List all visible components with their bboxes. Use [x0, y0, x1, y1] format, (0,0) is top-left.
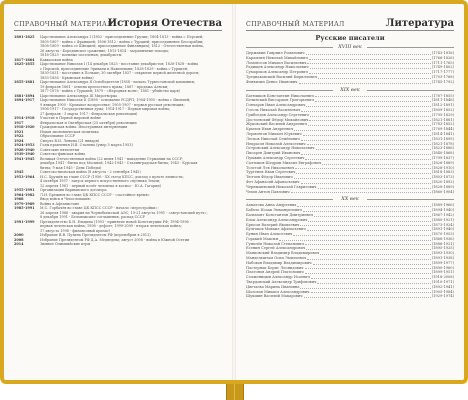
writer-years: (1711-1765): [431, 60, 454, 65]
writer-name: Чернышевский Николай Гаврилович: [246, 184, 317, 189]
event-text: Участие в Первой мировой войне: [40, 116, 101, 120]
writer-years: (1814-1841): [431, 131, 454, 136]
dot-leader: [313, 261, 431, 265]
century-label: XIX век: [333, 86, 367, 94]
event-text: Советские пятилетки: [40, 147, 80, 152]
event-text: 1830-1831 - восстание в Польше; 30 октября 1837 - открытие первой железной дороги;: [40, 71, 200, 75]
writer-name: Гумилёв Николай Степанович: [246, 241, 304, 246]
writer-years: (1899-1977): [431, 260, 454, 265]
dot-leader: [301, 180, 431, 184]
dot-leader: [303, 208, 431, 212]
dot-leader: [311, 290, 431, 294]
event-year: 1964-1982: [14, 192, 35, 197]
writer-name: Мандельштам Осип Эмильевич: [246, 256, 307, 261]
bookmark-ribbon: [226, 384, 244, 400]
dot-leader: [300, 223, 430, 227]
century-divider: [246, 43, 454, 51]
writer-years: (1899-1951): [431, 270, 454, 275]
writer-name: Некрасов Николай Алексеевич: [246, 141, 306, 146]
writer-years: (1795-1829): [431, 112, 454, 117]
event-text: 1906-1917 - Государственная дума; 1914-1917 - Первая мировая война;: [40, 107, 171, 111]
dot-leader: [320, 251, 431, 255]
dot-leader: [318, 75, 431, 79]
writer-name: Ломоносов Михаил Васильевич: [246, 60, 307, 65]
event-text: первая чеченская война; 1998 - дефолт; 1999-2009 - вторая чеченская война;: [40, 224, 182, 228]
event-year: 2014: [14, 242, 24, 246]
writer-name: Тредиаковский Василий Кириллович: [246, 74, 318, 79]
dot-leader: [305, 266, 431, 270]
event-text: Война в Афганистане: [40, 201, 80, 206]
writer-years: (1905-1984): [431, 289, 454, 294]
dot-leader: [301, 137, 431, 141]
writer-years: (1743-1816): [431, 51, 454, 55]
event-year: 1918-1920: [14, 125, 35, 129]
dot-leader: [306, 103, 430, 107]
event-year: 1955-1991: [14, 188, 35, 192]
event-text: 1808-1809 - война со Швецией, присоединение Финляндии); 1812 - Отечественная война,: [40, 44, 204, 48]
writer-years: (1809-1852): [431, 107, 454, 112]
writer-name: Пушкин Александр Сергеевич: [246, 155, 305, 160]
event-year: 1855-1881: [14, 80, 35, 84]
writer-name: Шолохов Михаил Александрович: [246, 289, 310, 294]
writers-section-title: Русские писатели: [315, 34, 385, 42]
writer-name: Набоков Владимир Владимирович: [246, 260, 312, 265]
event-year: 1825-1855: [14, 62, 35, 66]
event-text: Царствование Александра II Освободителя (1858 - начало Туркестанской кампании;: [40, 80, 196, 84]
writer-years: (1890-1960): [431, 265, 454, 270]
event-text: Смерть В.И. Ленина (21 января): [40, 138, 100, 143]
writer-years: (1787-1855): [431, 93, 454, 98]
event-text: Образование СССР: [40, 134, 75, 138]
event-text: с Персией, присоединение Эривани и Нахичевани; 1828-1829 - война с Турцией;: [40, 66, 189, 71]
left-page-header: [14, 12, 222, 31]
writer-name: Горький Максим: [246, 236, 279, 241]
writer-name: Брюсов Валерий Яковлевич: [246, 222, 300, 227]
dot-leader: [310, 65, 431, 69]
event-text: 26 апреля 1986 - авария на Чернобыльской АЭС; 19-21 августа 1991 - «августовский путч»;: [40, 210, 208, 215]
writer-years: (1891-1940): [431, 227, 454, 232]
dot-leader: [306, 246, 430, 250]
dot-leader: [294, 175, 431, 179]
dot-leader: [310, 113, 431, 117]
event-text: 1816-1825 - военные поселения, декабристы: [40, 53, 122, 57]
writer-years: (1918-2008): [431, 275, 454, 280]
writers-list: [246, 34, 454, 299]
writer-years: (1811-1848): [431, 98, 454, 103]
event-year: 1894-1917: [14, 98, 35, 102]
history-events-list: [14, 35, 222, 247]
dot-leader: [291, 190, 431, 194]
right-page-header: [246, 12, 454, 31]
writer-years: (1840-1868): [431, 151, 454, 156]
writer-years: (1892-1941): [431, 284, 454, 289]
event-text: 1853-1856 - Крымская война): [40, 75, 94, 80]
event-text: Ввод войск в Чехословакию: [40, 197, 91, 201]
event-text: Кавказская война: [40, 57, 73, 62]
writer-name: Маяковский Владимир Владимирович: [246, 251, 320, 256]
writer-years: (1860-1904): [431, 189, 454, 194]
writer-name: Шукшин Василий Макарович: [246, 294, 303, 299]
dot-leader: [305, 270, 431, 274]
event-text: Советско-японская война (8 августа - 2 сентября 1945): [40, 170, 141, 174]
writer-years: (1886-1921): [431, 241, 454, 246]
writer-name: Жуковский Василий Андреевич: [246, 122, 307, 127]
writer-name: Сумароков Александр Петрович: [246, 70, 308, 75]
writer-years: (1826-1889): [431, 160, 454, 165]
dot-leader: [293, 232, 430, 236]
event-text: битва; 9 мая 1945 - День Победы): [40, 165, 102, 170]
century-divider: [246, 195, 454, 203]
writer-years: (1893-1930): [431, 251, 454, 256]
event-text: 26 августа - Бородинское сражение; 1813-1814 - заграничные походы;: [40, 48, 169, 53]
event-text: Царствование Александра I (1802 - присоединение Грузии; 1804-1813 - война с Персией;: [40, 35, 204, 39]
event-year: 1953-1964: [14, 174, 35, 179]
writer-name: Островский Александр Николаевич: [246, 146, 315, 151]
writer-years: (1717-1777): [431, 70, 454, 75]
dot-leader: [296, 170, 430, 174]
writer-years: (1749-1802): [431, 65, 454, 70]
event-year: 1917: [14, 120, 24, 125]
writer-years: (1828-1910): [431, 165, 454, 170]
event-text: Великая Отечественная война (22 июня 1941 - нападение Германии на СССР;: [40, 156, 184, 161]
writer-name: Белинский Виссарион Григорьевич: [246, 98, 314, 103]
dot-leader: [305, 242, 431, 246]
event-text: Годы правления И.В. Сталина (умер 5 марта 1953): [40, 143, 133, 147]
dot-leader: [309, 70, 431, 74]
dot-leader: [307, 142, 431, 146]
dot-leader: [303, 132, 431, 136]
writer-name: Чехов Антон Павлович: [246, 189, 290, 194]
event-year: 1914-1918: [14, 116, 35, 120]
writer-name: Батюшков Константин Николаевич: [246, 93, 314, 98]
dot-leader: [305, 156, 430, 160]
writer-years: (1812-1891): [431, 103, 454, 108]
event-text: декабрь 1941 - битва под Москвой; 1942-1943 - Сталинградская битва; 1943 - Курская: [40, 161, 198, 165]
dot-leader: [299, 80, 431, 84]
dot-leader: [307, 227, 431, 231]
writer-name: Бабель Исаак Эммануилович: [246, 208, 302, 213]
writer-years: (1820-1892): [431, 179, 454, 184]
event-text: Царствование Александра III Миротворца: [40, 93, 118, 98]
event-year: 1945: [14, 170, 24, 174]
writer-name: Ахматова Анна Андреевна: [246, 203, 297, 208]
event-text: 1805-1807 - война с Францией; 1806-1812 - война с Турцией; присоединение Бессарабии;: [40, 39, 204, 44]
century-label: XX век: [333, 195, 367, 203]
century-label: XVIII век: [333, 43, 367, 51]
right-page: [236, 4, 464, 380]
event-text: Н.С. Хрущёв во главе СССР (1956 - XX съезд КПСС, доклад о культе личности;: [40, 174, 184, 179]
writer-name: Достоевский Фёдор Михайлович: [246, 117, 309, 122]
dot-leader: [311, 275, 431, 279]
writer-name: Твардовский Александр Трифонович: [246, 280, 317, 285]
event-year: 1924-1953: [14, 143, 35, 147]
century-divider: [246, 86, 454, 94]
event-text: Избрание Президентом РФ Д.А. Медведева; август 2008 - война в Южной Осетии: [40, 237, 190, 242]
event-text: М.С. Горбачёв во главе ЦК КПСС СССР - начало «перестройки»;: [40, 206, 159, 210]
writer-name: Крылов Иван Андреевич: [246, 127, 294, 132]
writer-name: Платонов Андрей Платонович: [246, 270, 304, 275]
writer-name: Цветаева Марина Ивановна: [246, 284, 300, 289]
event-year: 1881-1894: [14, 93, 35, 98]
writer-name: Бунин Иван Алексеевич: [246, 232, 293, 237]
writer-name: Грибоедов Александр Сергеевич: [246, 112, 309, 117]
section-label: СПРАВОЧНЫЙ МАТЕРИАЛ: [14, 21, 113, 28]
writer-years: (1894-1940): [431, 208, 454, 213]
dot-leader: [295, 166, 431, 170]
dot-leader: [297, 203, 430, 207]
event-text: Царствование Николая I (14 декабря 1825 - восстание декабристов; 1826-1828 - война: [40, 62, 199, 66]
event-year: 1928-1940: [14, 147, 35, 152]
writer-name: Гоголь Николай Васильевич: [246, 107, 301, 112]
event-text: Зимние Олимпийские игры: [40, 242, 91, 246]
page-title: История Отечества: [107, 18, 222, 29]
writer-years: (1783-1852): [431, 122, 454, 127]
event-text: Гражданская война. Иностранная интервенция: [40, 125, 128, 129]
event-year: 2000: [14, 233, 24, 237]
writer-name: Бальмонт Константин Дмитриевич: [246, 212, 314, 217]
writer-name: Державин Гавриил Романович: [246, 51, 305, 55]
dot-leader: [315, 98, 431, 102]
event-text: Новая экономическая политика: [40, 129, 99, 134]
writer-years: (1831-1895): [431, 136, 454, 141]
event-text: Советско-финская война: [40, 152, 86, 156]
writer-name: Толстой Лев Николаевич: [246, 165, 295, 170]
event-text: Организация Варшавского договора: [40, 188, 107, 192]
dot-leader: [301, 108, 430, 112]
writer-years: (1823-1886): [431, 146, 454, 151]
writer-name: Фонвизин Денис Иванович: [246, 79, 298, 84]
event-year: 1801-1825: [14, 35, 35, 39]
writer-years: (1868-1936): [431, 236, 454, 241]
event-text: Февральская и Октябрьская (25 октября) революции: [40, 120, 137, 125]
dot-leader: [317, 280, 430, 284]
dot-leader: [322, 161, 431, 165]
writer-name: Пастернак Борис Леонидович: [246, 265, 304, 270]
dot-leader: [308, 122, 431, 126]
writer-years: (1821-1878): [431, 141, 454, 146]
writer-name: Блок Александр Александрович: [246, 217, 308, 222]
event-year: 1817-1864: [14, 57, 35, 62]
writer-years: (1891-1938): [431, 256, 454, 261]
dot-leader: [307, 256, 430, 260]
writer-years: (1766-1826): [431, 55, 454, 60]
event-text: 17 августа 1998 - финансовый кризис): [40, 228, 111, 233]
writer-years: (1929-1974): [431, 294, 454, 299]
event-row: [14, 242, 222, 247]
writer-years: (1803-1873): [431, 175, 454, 180]
event-text: 27 февраля - 3 марта 1917 - Февральская революция): [40, 111, 138, 116]
event-text: Царствование Николая II (1898 - основание РСДРП; 1904-1905 - война с Японией;: [40, 98, 191, 102]
writer-years: (1818-1883): [431, 170, 454, 175]
event-year: 1941-1945: [14, 156, 35, 161]
writer-years: (1895-1925): [431, 246, 454, 251]
event-year: 1979-1989: [14, 201, 35, 206]
writer-years: (1880-1921): [431, 217, 454, 222]
writer-years: (1821-1881): [431, 117, 454, 122]
dot-leader: [308, 218, 430, 222]
event-text: 9 января 1905 - Кровавое воскресенье; 1905-1907 - первая русская революция;: [40, 102, 185, 107]
writer-row: [246, 190, 454, 195]
event-text: Президентство Б.Н. Ельцина (1993 - принятие новой Конституции РФ; 1994-1996 -: [40, 219, 191, 224]
left-page: [4, 4, 232, 380]
dot-leader: [294, 127, 431, 131]
dot-leader: [306, 51, 431, 55]
dot-leader: [318, 185, 431, 189]
dot-leader: [314, 213, 431, 217]
page-title: Литература: [385, 18, 454, 29]
dot-leader: [304, 294, 431, 298]
writer-name: Солженицын Александр Исаевич: [246, 275, 310, 280]
writer-years: (1889-1966): [431, 203, 454, 208]
writer-name: Лесков Николай Семёнович: [246, 136, 300, 141]
event-text: 4 октября 1957 - запуск первого искусственного спутника Земли;: [40, 179, 161, 183]
section-label: СПРАВОЧНЫЙ МАТЕРИАЛ: [246, 21, 345, 28]
writer-years: (1870-1953): [431, 232, 454, 237]
event-year: 1924: [14, 138, 24, 143]
event-text: 12 апреля 1961 - первый полёт человека в космос - Ю.А. Гагарин): [40, 183, 162, 188]
dot-leader: [307, 61, 430, 65]
event-year: 1921: [14, 129, 24, 134]
writer-years: (1867-1942): [431, 212, 454, 217]
event-text: Избрание В.В. Путина Президентом РФ (переизбран в 2012): [40, 233, 151, 237]
writer-name: Есенин Сергей Александрович: [246, 246, 306, 251]
writer-years: (1799-1837): [431, 155, 454, 160]
writer-name: Тютчев Фёдор Иванович: [246, 175, 293, 180]
event-year: 1968: [14, 197, 24, 201]
writer-name: Радищев Александр Николаевич: [246, 65, 309, 70]
writer-row: [246, 294, 454, 299]
event-year: 2008: [14, 237, 24, 242]
writer-years: (1769-1844): [431, 127, 454, 132]
dot-leader: [309, 56, 431, 60]
writer-years: (1873-1924): [431, 222, 454, 227]
dot-leader: [309, 118, 430, 122]
event-text: 19 февраля 1861 - отмена крепостного права; 1867 - продажа Аляски;: [40, 84, 169, 89]
writer-years: (1910-1971): [431, 280, 454, 285]
dot-leader: [315, 94, 431, 98]
writer-name: Фет Афанасий Афанасьевич: [246, 179, 300, 184]
dot-leader: [316, 146, 431, 150]
event-text: 1877-1878 - война с Турцией; 1879 - «Народная воля»; 1881 - убийство царя): [40, 89, 180, 93]
writer-years: (1703-1768): [431, 74, 454, 79]
event-year: 1991-1999: [14, 219, 35, 224]
dot-leader: [300, 285, 430, 289]
event-year: 1939-1940: [14, 152, 35, 156]
writer-name: Тургенев Иван Сергеевич: [246, 170, 296, 175]
writer-row: [246, 80, 454, 85]
dot-leader: [301, 151, 430, 155]
writer-name: Писарев Дмитрий Иванович: [246, 151, 301, 156]
event-year: 1985-1991: [14, 206, 35, 210]
writer-years: (1828-1889): [431, 184, 454, 189]
writer-name: Гончаров Иван Александрович: [246, 103, 306, 108]
dot-leader: [279, 237, 430, 241]
writer-name: Булгаков Михаил Афанасьевич: [246, 227, 306, 232]
event-text: Л.И. Брежнев во главе ЦК КПСС СССР - «застойное время»: [40, 192, 150, 197]
writer-name: Лермонтов Михаил Юрьевич: [246, 131, 302, 136]
event-text: 8 декабря 1991 - Беловежские соглашения, распад СССР: [40, 215, 145, 219]
event-year: 1922: [14, 134, 24, 138]
writer-years: (1745-1792): [431, 79, 454, 84]
writer-name: Салтыков-Щедрин Михаил Евграфович: [246, 160, 322, 165]
writer-name: Карамзин Николай Михайлович: [246, 55, 308, 60]
